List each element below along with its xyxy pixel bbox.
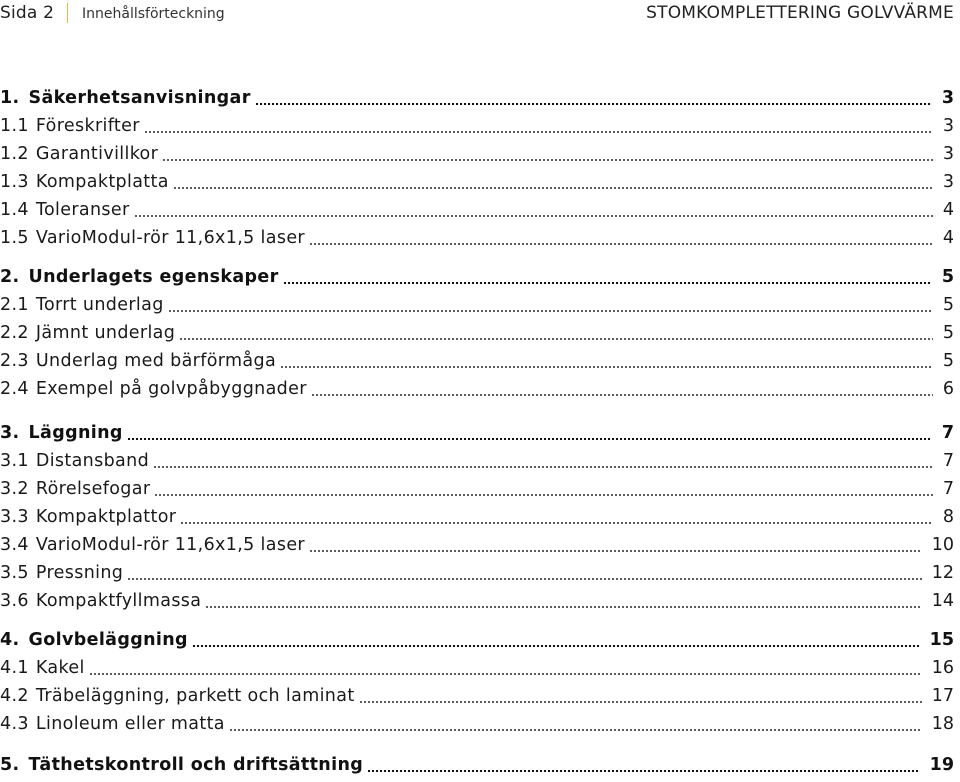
toc-entry-page-number: 7	[942, 451, 954, 471]
toc-entry-heading	[0, 379, 307, 399]
toc-entry-page-number: 14	[931, 591, 954, 611]
toc-entry-number: 2.3	[0, 351, 29, 371]
toc-entry-title: Läggning	[28, 423, 123, 443]
toc-entry-title: Kompaktplattor	[35, 507, 177, 527]
toc-entry-number: 3.1	[0, 451, 29, 471]
toc-entry-page-number: 18	[931, 714, 954, 734]
page-header	[0, 0, 960, 30]
toc-entry-page-number: 16	[931, 658, 954, 678]
toc-entry-number: 1.2	[0, 144, 29, 164]
toc-dot-leader	[162, 159, 933, 161]
toc-entry-page-number: 3	[941, 88, 954, 108]
toc-section-entry[interactable]	[0, 712, 960, 736]
toc-section-entry[interactable]	[0, 198, 960, 222]
toc-dot-leader	[255, 103, 932, 105]
toc-section-entry[interactable]	[0, 114, 960, 138]
header-divider	[67, 3, 68, 23]
toc-entry-title: Kompaktplatta	[35, 172, 169, 192]
toc-entry-title: Torrt underlag	[35, 295, 164, 315]
toc-entry-heading	[0, 507, 176, 527]
toc-entry-page-number: 5	[942, 323, 954, 343]
toc-dot-leader	[144, 131, 933, 133]
toc-entry-page-number: 4	[942, 228, 954, 248]
toc-entry-title: Kompaktfyllmassa	[35, 591, 202, 611]
toc-entry-heading	[0, 267, 279, 287]
toc-entry-number: 1.5	[0, 228, 29, 248]
toc-dot-leader	[309, 243, 933, 245]
toc-entry-number: 5.	[0, 755, 20, 775]
toc-section-entry[interactable]	[0, 321, 960, 345]
toc-entry-number: 1.3	[0, 172, 29, 192]
toc-entry-title: VarioModul-rör 11,6x1,5 laser	[35, 228, 305, 248]
toc-dot-leader	[309, 550, 922, 552]
toc-entry-page-number: 3	[942, 144, 954, 164]
toc-entry-title: Toleranser	[35, 200, 130, 220]
toc-entry-heading	[0, 172, 169, 192]
toc-dot-leader	[205, 606, 921, 608]
toc-entry-page-number: 3	[942, 172, 954, 192]
toc-entry-number: 2.1	[0, 295, 29, 315]
toc-section-entry[interactable]	[0, 561, 960, 585]
toc-entry-number: 4.1	[0, 658, 29, 678]
toc-dot-leader	[127, 438, 932, 440]
toc-section-entry[interactable]	[0, 656, 960, 680]
toc-dot-leader	[127, 578, 921, 580]
toc-entry-heading	[0, 116, 140, 136]
toc-entry-heading	[0, 630, 188, 650]
toc-section-entry[interactable]	[0, 533, 960, 557]
toc-entry-heading	[0, 228, 305, 248]
toc-section-entry[interactable]	[0, 142, 960, 166]
toc-entry-number: 2.	[0, 267, 20, 287]
toc-entry-heading	[0, 451, 149, 471]
toc-entry-page-number: 7	[942, 479, 954, 499]
toc-entry-title: Linoleum eller matta	[35, 714, 225, 734]
toc-dot-leader	[180, 522, 933, 524]
toc-section-entry[interactable]	[0, 684, 960, 708]
page-number-label: Sida 2	[0, 3, 55, 23]
toc-entry-page-number: 17	[931, 686, 954, 706]
toc-chapter-entry[interactable]	[0, 86, 960, 110]
toc-entry-title: Jämnt underlag	[35, 323, 176, 343]
toc-entry-heading	[0, 658, 85, 678]
toc-entry-number: 1.1	[0, 116, 29, 136]
toc-entry-number: 1.4	[0, 200, 29, 220]
toc-dot-leader	[154, 494, 932, 496]
toc-entry-heading	[0, 591, 201, 611]
toc-entry-heading	[0, 714, 225, 734]
toc-dot-leader	[311, 394, 933, 396]
toc-dot-leader	[359, 701, 922, 703]
toc-entry-page-number: 7	[941, 423, 954, 443]
toc-section-entry[interactable]	[0, 449, 960, 473]
toc-entry-page-number: 8	[942, 507, 954, 527]
toc-dot-leader	[280, 366, 933, 368]
toc-entry-title: Rörelsefogar	[35, 479, 151, 499]
toc-entry-page-number: 15	[929, 630, 954, 650]
toc-entry-page-number: 5	[942, 351, 954, 371]
toc-dot-leader	[89, 673, 922, 675]
toc-entry-heading	[0, 144, 158, 164]
toc-entry-number: 3.2	[0, 479, 29, 499]
toc-entry-heading	[0, 351, 276, 371]
toc-entry-title: Säkerhetsanvisningar	[28, 88, 251, 108]
toc-entry-heading	[0, 755, 363, 775]
toc-entry-page-number: 4	[942, 200, 954, 220]
toc-entry-number: 3.4	[0, 535, 29, 555]
section-label: Innehållsförteckning	[82, 6, 225, 22]
toc-dot-leader	[283, 282, 932, 284]
toc-entry-title: Golvbeläggning	[28, 630, 188, 650]
toc-section-entry[interactable]	[0, 293, 960, 317]
toc-dot-leader	[367, 770, 920, 772]
toc-entry-title: Träbeläggning, parkett och laminat	[35, 686, 355, 706]
toc-entry-heading	[0, 563, 123, 583]
toc-section-entry[interactable]	[0, 477, 960, 501]
toc-entry-number: 2.2	[0, 323, 29, 343]
toc-entry-page-number: 19	[929, 755, 954, 775]
toc-entry-title: VarioModul-rör 11,6x1,5 laser	[35, 535, 305, 555]
toc-entry-page-number: 5	[942, 295, 954, 315]
toc-dot-leader	[168, 310, 933, 312]
toc-entry-title: Underlagets egenskaper	[28, 267, 279, 287]
toc-entry-title: Föreskrifter	[35, 116, 140, 136]
toc-entry-number: 3.	[0, 423, 20, 443]
toc-entry-number: 4.3	[0, 714, 29, 734]
toc-dot-leader	[179, 338, 933, 340]
toc-entry-page-number: 12	[931, 563, 954, 583]
toc-entry-title: Exempel på golvpåbyggnader	[35, 379, 307, 399]
toc-dot-leader	[153, 466, 933, 468]
toc-entry-title: Täthetskontroll och driftsättning	[28, 755, 364, 775]
toc-entry-number: 3.6	[0, 591, 29, 611]
toc-section-entry[interactable]	[0, 349, 960, 373]
toc-entry-page-number: 5	[941, 267, 954, 287]
toc-entry-heading	[0, 295, 164, 315]
toc-section-entry[interactable]	[0, 377, 960, 401]
toc-entry-title: Kakel	[35, 658, 85, 678]
toc-entry-heading	[0, 323, 175, 343]
toc-section-entry[interactable]	[0, 170, 960, 194]
toc-entry-number: 1.	[0, 88, 20, 108]
toc-section-entry[interactable]	[0, 226, 960, 250]
toc-entry-title: Garantivillkor	[35, 144, 159, 164]
toc-dot-leader	[192, 645, 920, 647]
toc-entry-page-number: 6	[942, 379, 954, 399]
toc-chapter-entry[interactable]	[0, 265, 960, 289]
toc-entry-title: Distansband	[35, 451, 150, 471]
toc-entry-heading	[0, 686, 355, 706]
toc-dot-leader	[229, 729, 922, 731]
toc-entry-heading	[0, 479, 150, 499]
toc-section-entry[interactable]	[0, 589, 960, 613]
toc-entry-page-number: 3	[942, 116, 954, 136]
toc-entry-title: Underlag med bärförmåga	[35, 351, 277, 371]
toc-chapter-entry[interactable]	[0, 421, 960, 445]
toc-entry-number: 3.3	[0, 507, 29, 527]
toc-entry-heading	[0, 423, 123, 443]
toc-entry-heading	[0, 200, 130, 220]
toc-entry-heading	[0, 535, 305, 555]
toc-entry-number: 2.4	[0, 379, 29, 399]
toc-section-entry[interactable]	[0, 505, 960, 529]
toc-dot-leader	[134, 215, 933, 217]
toc-entry-title: Pressning	[35, 563, 124, 583]
toc-entry-number: 3.5	[0, 563, 29, 583]
toc-chapter-entry[interactable]	[0, 628, 960, 652]
toc-chapter-entry[interactable]	[0, 753, 960, 777]
document-title: STOMKOMPLETTERING GOLVVÄRME	[646, 3, 954, 23]
toc-dot-leader	[173, 187, 933, 189]
toc-entry-number: 4.	[0, 630, 20, 650]
toc-entry-page-number: 10	[931, 535, 954, 555]
toc-entry-number: 4.2	[0, 686, 29, 706]
toc-entry-heading	[0, 88, 251, 108]
